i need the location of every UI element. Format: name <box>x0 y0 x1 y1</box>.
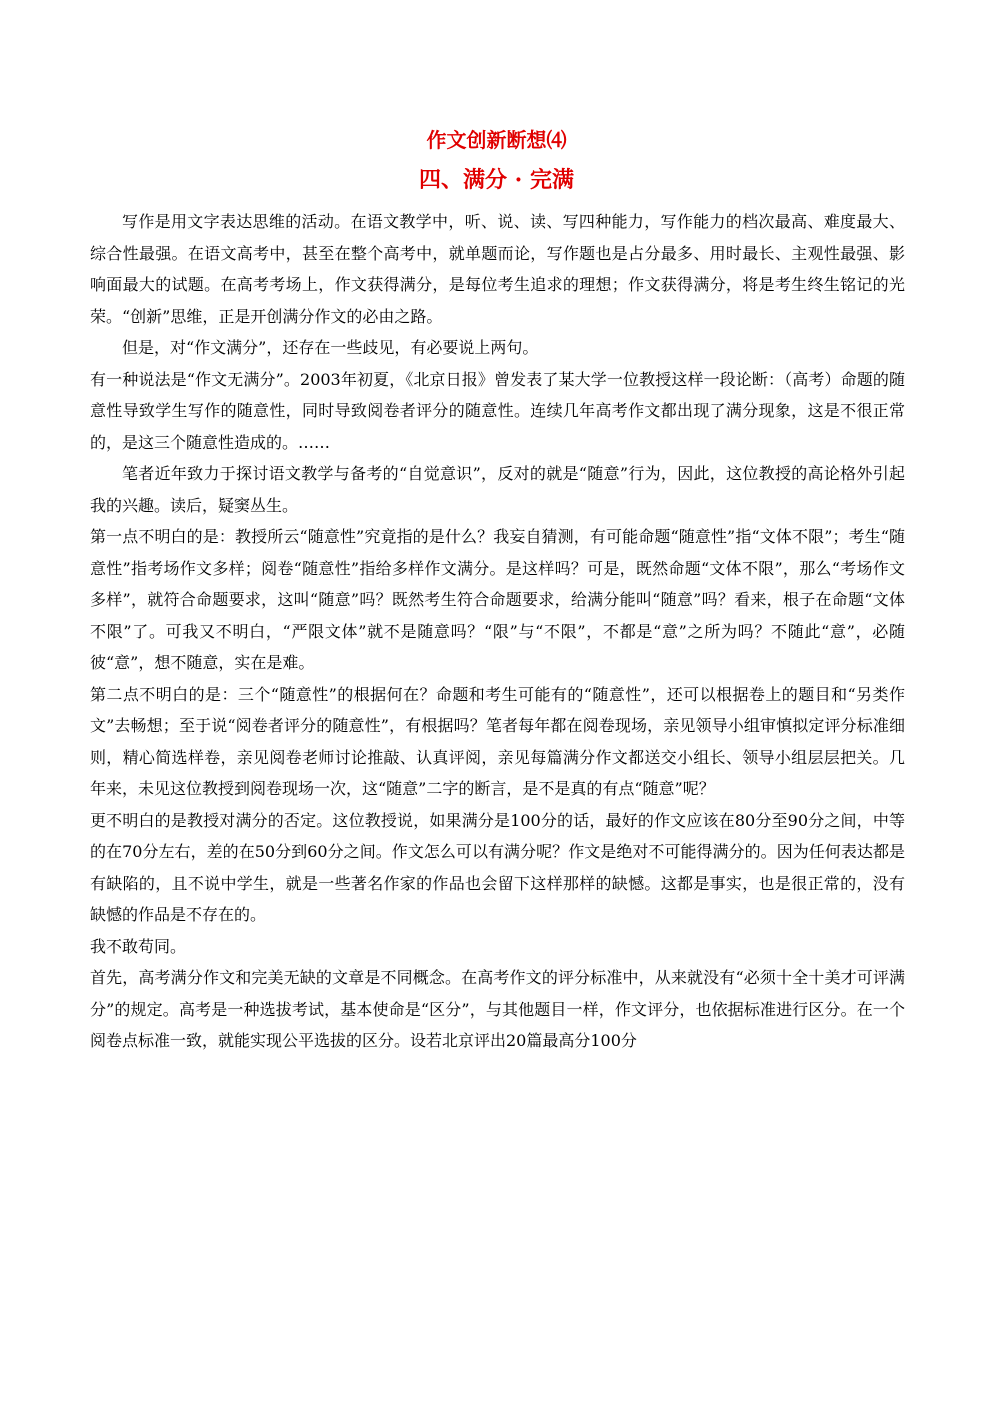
paragraph-5: 第一点不明白的是：教授所云“随意性”究竟指的是什么？我妄自猜测，有可能命题“随意性”指“文体不限”；考生“随意性”指考场作文多样；阅卷“随意性”指给多样作文满分。是这样吗？可是，既然命题“文体不限”，那么“考场作文多样”，就符合命题要求，这叫“随意”吗？既然考生符合命题要求，给满分能叫“随意”吗？看来，根子在命题“文体不限”了。可我又不明白，“严限文体”就不是随意吗？“限”与“不限”，不都是“意”之所为吗？不随此“意”，必随彼“意”，想不随意，实在是难。 <box>90 527 905 672</box>
document-subtitle: 四、满分 · 完满 <box>419 167 574 193</box>
paragraph-9: 首先，高考满分作文和完美无缺的文章是不同概念。在高考作文的评分标准中，从来就没有“必须十全十美才可评满分”的规定。高考是一种选拔考试，基本使命是“区分”，与其他题目一样，作文评分，也依据标准进行区分。在一个阅卷点标准一致，就能实现公平选拔的区分。设若北京评出20篇最高分100分 <box>90 968 905 1050</box>
document-body <box>90 206 905 1057</box>
paragraph-4: 笔者近年致力于探讨语文教学与备考的“自觉意识”，反对的就是“随意”行为，因此，这位教授的高论格外引起我的兴趣。读后，疑窦丛生。 <box>90 464 905 515</box>
paragraph-3: 有一种说法是“作文无满分”。2003年初夏，《北京日报》曾发表了某大学一位教授这样一段论断：（高考）命题的随意性导致学生写作的随意性，同时导致阅卷者评分的随意性。连续几年高考作文都出现了满分现象，这是不很正常的，是这三个随意性造成的。…… <box>90 369 905 452</box>
paragraph-2: 但是，对“作文满分”，还存在一些歧见，有必要说上两句。 <box>122 338 539 357</box>
document-title: 作文创新断想⑷ <box>426 128 567 152</box>
paragraph-6: 第二点不明白的是：三个“随意性”的根据何在？命题和考生可能有的“随意性”，还可以根据卷上的题目和“另类作文”去畅想；至于说“阅卷者评分的随意性”，有根据吗？笔者每年都在阅卷现场，亲见领导小组审慎拟定评分标准细则，精心简选样卷，亲见阅卷老师讨论推敲、认真评阅，亲见每篇满分作文都送交小组长、领导小组层层把关。几年来，未见这位教授到阅卷现场一次，这“随意”二字的断言，是不是真的有点“随意”呢？ <box>90 684 905 798</box>
paragraph-8: 我不敢苟同。 <box>90 936 187 956</box>
paragraph-7: 更不明白的是教授对满分的否定。这位教授说，如果满分是100分的话，最好的作文应该在80分至90分之间，中等的在70分左右，差的在50分到60分之间。作文怎么可以有满分呢？作文是绝对不可能得满分的。因为任何表达都是有缺陷的，且不说中学生，就是一些著名作家的作品也会留下这样那样的缺憾。这都是事实，也是很正常的，没有缺憾的作品是不存在的。 <box>90 810 905 924</box>
paragraph-1: 写作是用文字表达思维的活动。在语文教学中，听、说、读、写四种能力，写作能力的档次最高、难度最大、综合性最强。在语文高考中，甚至在整个高考中，就单题而论，写作题也是占分最多、用时最长、主观性最强、影响面最大的试题。在高考考场上，作文获得满分，是每位考生追求的理想；作文获得满分，将是考生终生铭记的光荣。“创新”思维，正是开创满分作文的必由之路。 <box>90 212 905 326</box>
